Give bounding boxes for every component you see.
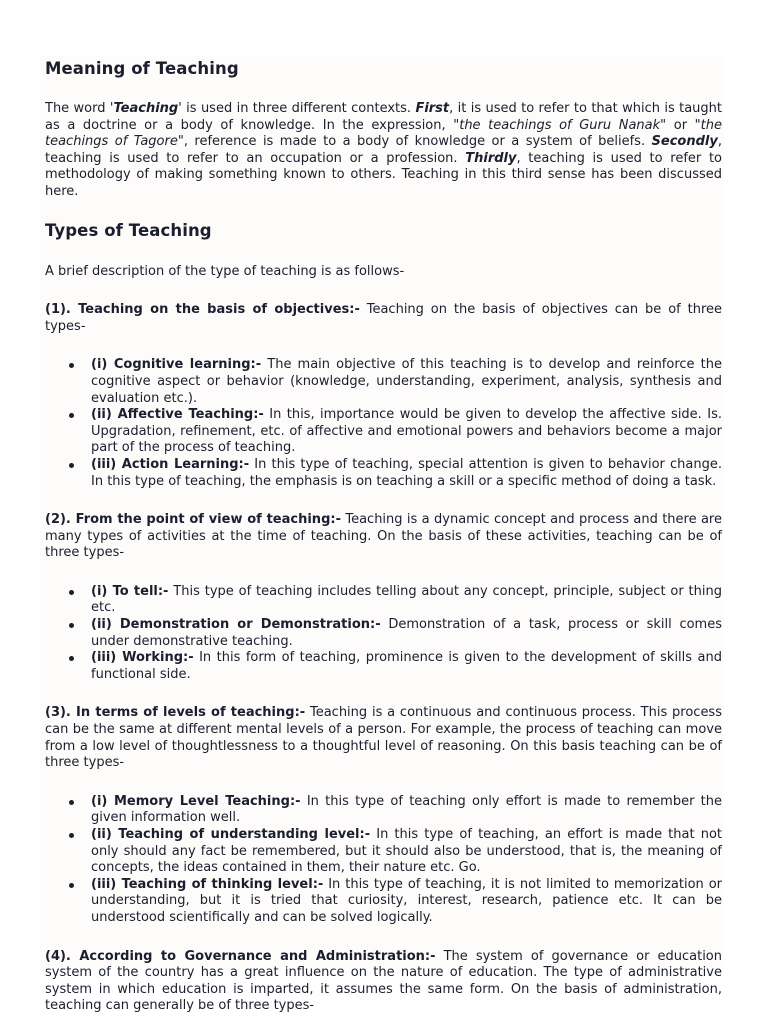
group1-list bbox=[45, 357, 722, 490]
group3-list bbox=[45, 794, 722, 927]
heading-meaning-of-teaching: Meaning of Teaching bbox=[45, 59, 239, 78]
list-item: (ii) Affective Teaching:- In this, importance would be given to develop the affective side. Is. Upgradation, refinement, etc. of affective and emotional powers and behaviors become a major part of the process of teaching. bbox=[91, 407, 722, 456]
group2-lead: (2). From the point of view of teaching:- Teaching is a dynamic concept and process and there are many types of activities at the time of teaching. On the basis of these activities, teaching can be of three types- bbox=[45, 512, 722, 561]
meaning-paragraph: The word 'Teaching' is used in three different contexts. First, it is used to refer to that which is taught as a doctrine or a body of knowledge. In the expression, "the teachings of Guru Nanak" or "the teachings of Tagore", reference is made to a body of knowledge or a system of beliefs. Secondly, teaching is used to refer to an occupation or a profession. Thirdly, teaching is used to refer to methodology of making something known to others. Teaching in this third sense has been discussed here. bbox=[45, 101, 722, 199]
heading-types-of-teaching: Types of Teaching bbox=[45, 220, 212, 240]
group1-lead: (1). Teaching on the basis of objectives:- Teaching on the basis of objectives can be of three types- bbox=[45, 302, 722, 334]
group4-lead: (4). According to Governance and Administration:- The system of governance or education system of the country has a great influence on the nature of education. The type of administrative system in which education is imparted, it assumes the same form. On the basis of administration, teaching can generally be of three types- bbox=[45, 948, 722, 1014]
group2-list bbox=[45, 584, 722, 684]
list-item: (ii) Demonstration or Demonstration:- Demonstration of a task, process or skill comes under demonstrative teaching. bbox=[91, 617, 722, 649]
list-item: (i) Cognitive learning:- The main objective of this teaching is to develop and reinforce the cognitive aspect or behavior (knowledge, understanding, experiment, analysis, synthesis and evaluation etc.). bbox=[91, 357, 722, 406]
list-item: (i) To tell:- This type of teaching includes telling about any concept, principle, subject or thing etc. bbox=[91, 583, 722, 616]
list-item: (iii) Action Learning:- In this type of teaching, special attention is given to behavior change. In this type of teaching, the emphasis is on teaching a skill or a specific method of doing a task. bbox=[91, 456, 723, 489]
list-item: (iii) Working:- In this form of teaching, prominence is given to the development of skills and functional side. bbox=[91, 650, 722, 682]
document-content bbox=[45, 56, 722, 1015]
types-intro: A brief description of the type of teaching is as follows- bbox=[45, 263, 405, 279]
list-item: (iii) Teaching of thinking level:- In this type of teaching, it is not limited to memorization or understanding, but it is tried that curiosity, interest, research, patience etc. It can be understood scientifically and can be solved logically. bbox=[91, 876, 722, 925]
group3-lead: (3). In terms of levels of teaching:- Teaching is a continuous and continuous process. This process can be the same at different mental levels of a person. For example, the process of teaching can move from a low level of thoughtlessness to a thoughtful level of reasoning. On this basis teaching can be of three types- bbox=[45, 705, 722, 771]
list-item: (ii) Teaching of understanding level:- In this type of teaching, an effort is made that not only should any fact be remembered, but it should also be understood, that is, the meaning of concepts, the ideas contained in them, their nature etc. Go. bbox=[91, 827, 722, 876]
list-item: (i) Memory Level Teaching:- In this type of teaching only effort is made to remember the given information well. bbox=[91, 793, 723, 826]
